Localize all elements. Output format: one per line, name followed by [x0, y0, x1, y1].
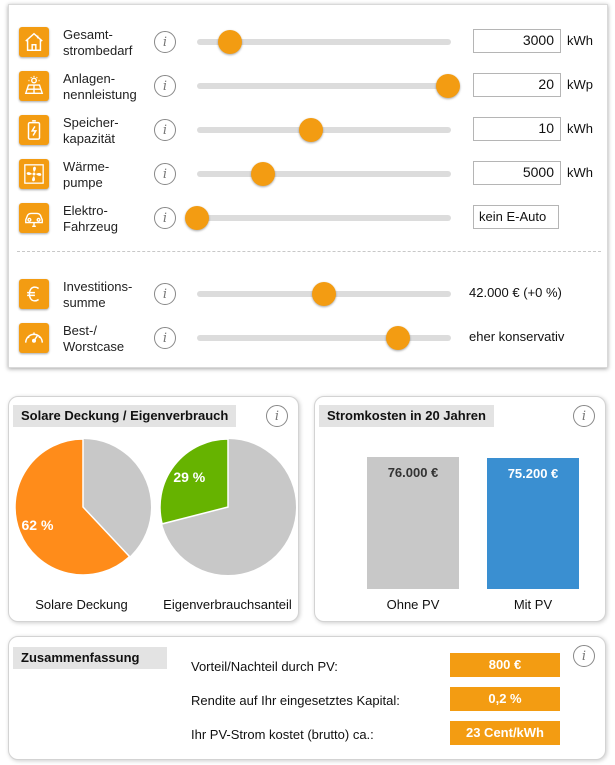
- slider-track: [197, 335, 451, 341]
- solar-panel-icon: [19, 71, 49, 101]
- unit-label: kWh: [567, 165, 593, 180]
- solar-deckung-panel: [8, 396, 299, 622]
- row-waermepumpe: [9, 155, 609, 195]
- bar-label: Ohne PV: [386, 597, 440, 612]
- row-label: Wärme- pumpe: [63, 159, 110, 190]
- unit-label: kWp: [567, 77, 593, 92]
- nennleistung-slider[interactable]: [197, 83, 451, 89]
- waermepumpe-input[interactable]: 5000: [473, 161, 561, 185]
- panel-title: Zusammenfassung: [13, 647, 167, 669]
- bar-ohne-pv: [367, 457, 459, 589]
- row-label: Investitions- summe: [63, 279, 133, 310]
- row-label: Speicher- kapazität: [63, 115, 119, 146]
- slider-thumb[interactable]: [218, 30, 242, 54]
- electric-car-icon: [19, 203, 49, 233]
- summary-value: 23 Cent/kWh: [450, 721, 560, 745]
- slider-thumb[interactable]: [312, 282, 336, 306]
- slider-thumb[interactable]: [251, 162, 275, 186]
- slider-track: [197, 127, 451, 133]
- row-label: Elektro- Fahrzeug: [63, 203, 118, 234]
- info-icon[interactable]: i: [154, 327, 176, 349]
- summary-label: Rendite auf Ihr eingesetztes Kapital:: [191, 693, 400, 708]
- stromkosten-panel: [314, 396, 606, 622]
- info-icon[interactable]: i: [154, 75, 176, 97]
- gauge-icon: [19, 323, 49, 353]
- row-speicherkapazitaet: [9, 111, 609, 151]
- info-icon[interactable]: i: [154, 207, 176, 229]
- row-investitionssumme: [9, 275, 609, 315]
- unit-label: kWh: [567, 121, 593, 136]
- info-icon[interactable]: i: [154, 283, 176, 305]
- slider-thumb[interactable]: [386, 326, 410, 350]
- euro-icon: [19, 279, 49, 309]
- row-gesamtstrombedarf: [9, 23, 609, 63]
- bar-value: 75.200 €: [507, 466, 559, 482]
- info-icon[interactable]: i: [154, 163, 176, 185]
- eigenverbrauch-pie: [158, 437, 298, 580]
- bar-value: 76.000 €: [387, 465, 439, 480]
- slider-track: [197, 83, 451, 89]
- row-anlagennennleistung: [9, 67, 609, 107]
- investition-slider[interactable]: [197, 291, 451, 297]
- row-elektrofahrzeug: [9, 199, 609, 239]
- info-icon[interactable]: i: [154, 31, 176, 53]
- bar-label: Mit PV: [513, 597, 553, 612]
- info-icon[interactable]: i: [573, 645, 595, 667]
- panel-title: Solare Deckung / Eigenverbrauch: [13, 405, 236, 427]
- slider-track: [197, 215, 451, 221]
- slider-thumb[interactable]: [436, 74, 460, 98]
- pie-caption: Eigenverbrauchsanteil: [163, 597, 292, 612]
- row-label: Anlagen- nennleistung: [63, 71, 137, 102]
- pie-caption: Solare Deckung: [35, 597, 128, 612]
- battery-icon: [19, 115, 49, 145]
- summary-label: Vorteil/Nachteil durch PV:: [191, 659, 338, 674]
- row-label: Best-/ Worstcase: [63, 323, 125, 354]
- info-icon[interactable]: i: [154, 119, 176, 141]
- speicher-slider[interactable]: [197, 127, 451, 133]
- bestcase-value: eher konservativ: [469, 329, 565, 344]
- info-icon[interactable]: i: [266, 405, 288, 427]
- pie-value-label: 62 %: [21, 517, 54, 534]
- efahrzeug-select[interactable]: kein E-Auto: [473, 205, 559, 229]
- summary-label: Ihr PV-Strom kostet (brutto) ca.:: [191, 727, 374, 742]
- zusammenfassung-panel: [8, 636, 606, 760]
- divider: [17, 251, 601, 252]
- slider-thumb[interactable]: [185, 206, 209, 230]
- investition-value: 42.000 € (+0 %): [469, 285, 562, 300]
- strombedarf-slider[interactable]: [197, 39, 451, 45]
- bar-mit-pv: [487, 458, 579, 589]
- solar-deckung-pie: [13, 437, 153, 580]
- speicher-input[interactable]: 10: [473, 117, 561, 141]
- summary-value: 0,2 %: [450, 687, 560, 711]
- nennleistung-input[interactable]: 20: [473, 73, 561, 97]
- efahrzeug-slider[interactable]: [197, 215, 451, 221]
- waermepumpe-slider[interactable]: [197, 171, 451, 177]
- slider-thumb[interactable]: [299, 118, 323, 142]
- row-best-worstcase: [9, 319, 609, 359]
- strombedarf-input[interactable]: 3000: [473, 29, 561, 53]
- slider-track: [197, 171, 451, 177]
- summary-value: 800 €: [450, 653, 560, 677]
- row-label: Gesamt- strombedarf: [63, 27, 133, 58]
- bestcase-slider[interactable]: [197, 335, 451, 341]
- settings-panel: [8, 4, 608, 368]
- unit-label: kWh: [567, 33, 593, 48]
- house-icon: [19, 27, 49, 57]
- fan-icon: [19, 159, 49, 189]
- info-icon[interactable]: i: [573, 405, 595, 427]
- panel-title: Stromkosten in 20 Jahren: [319, 405, 494, 427]
- pie-value-label: 29 %: [173, 468, 206, 485]
